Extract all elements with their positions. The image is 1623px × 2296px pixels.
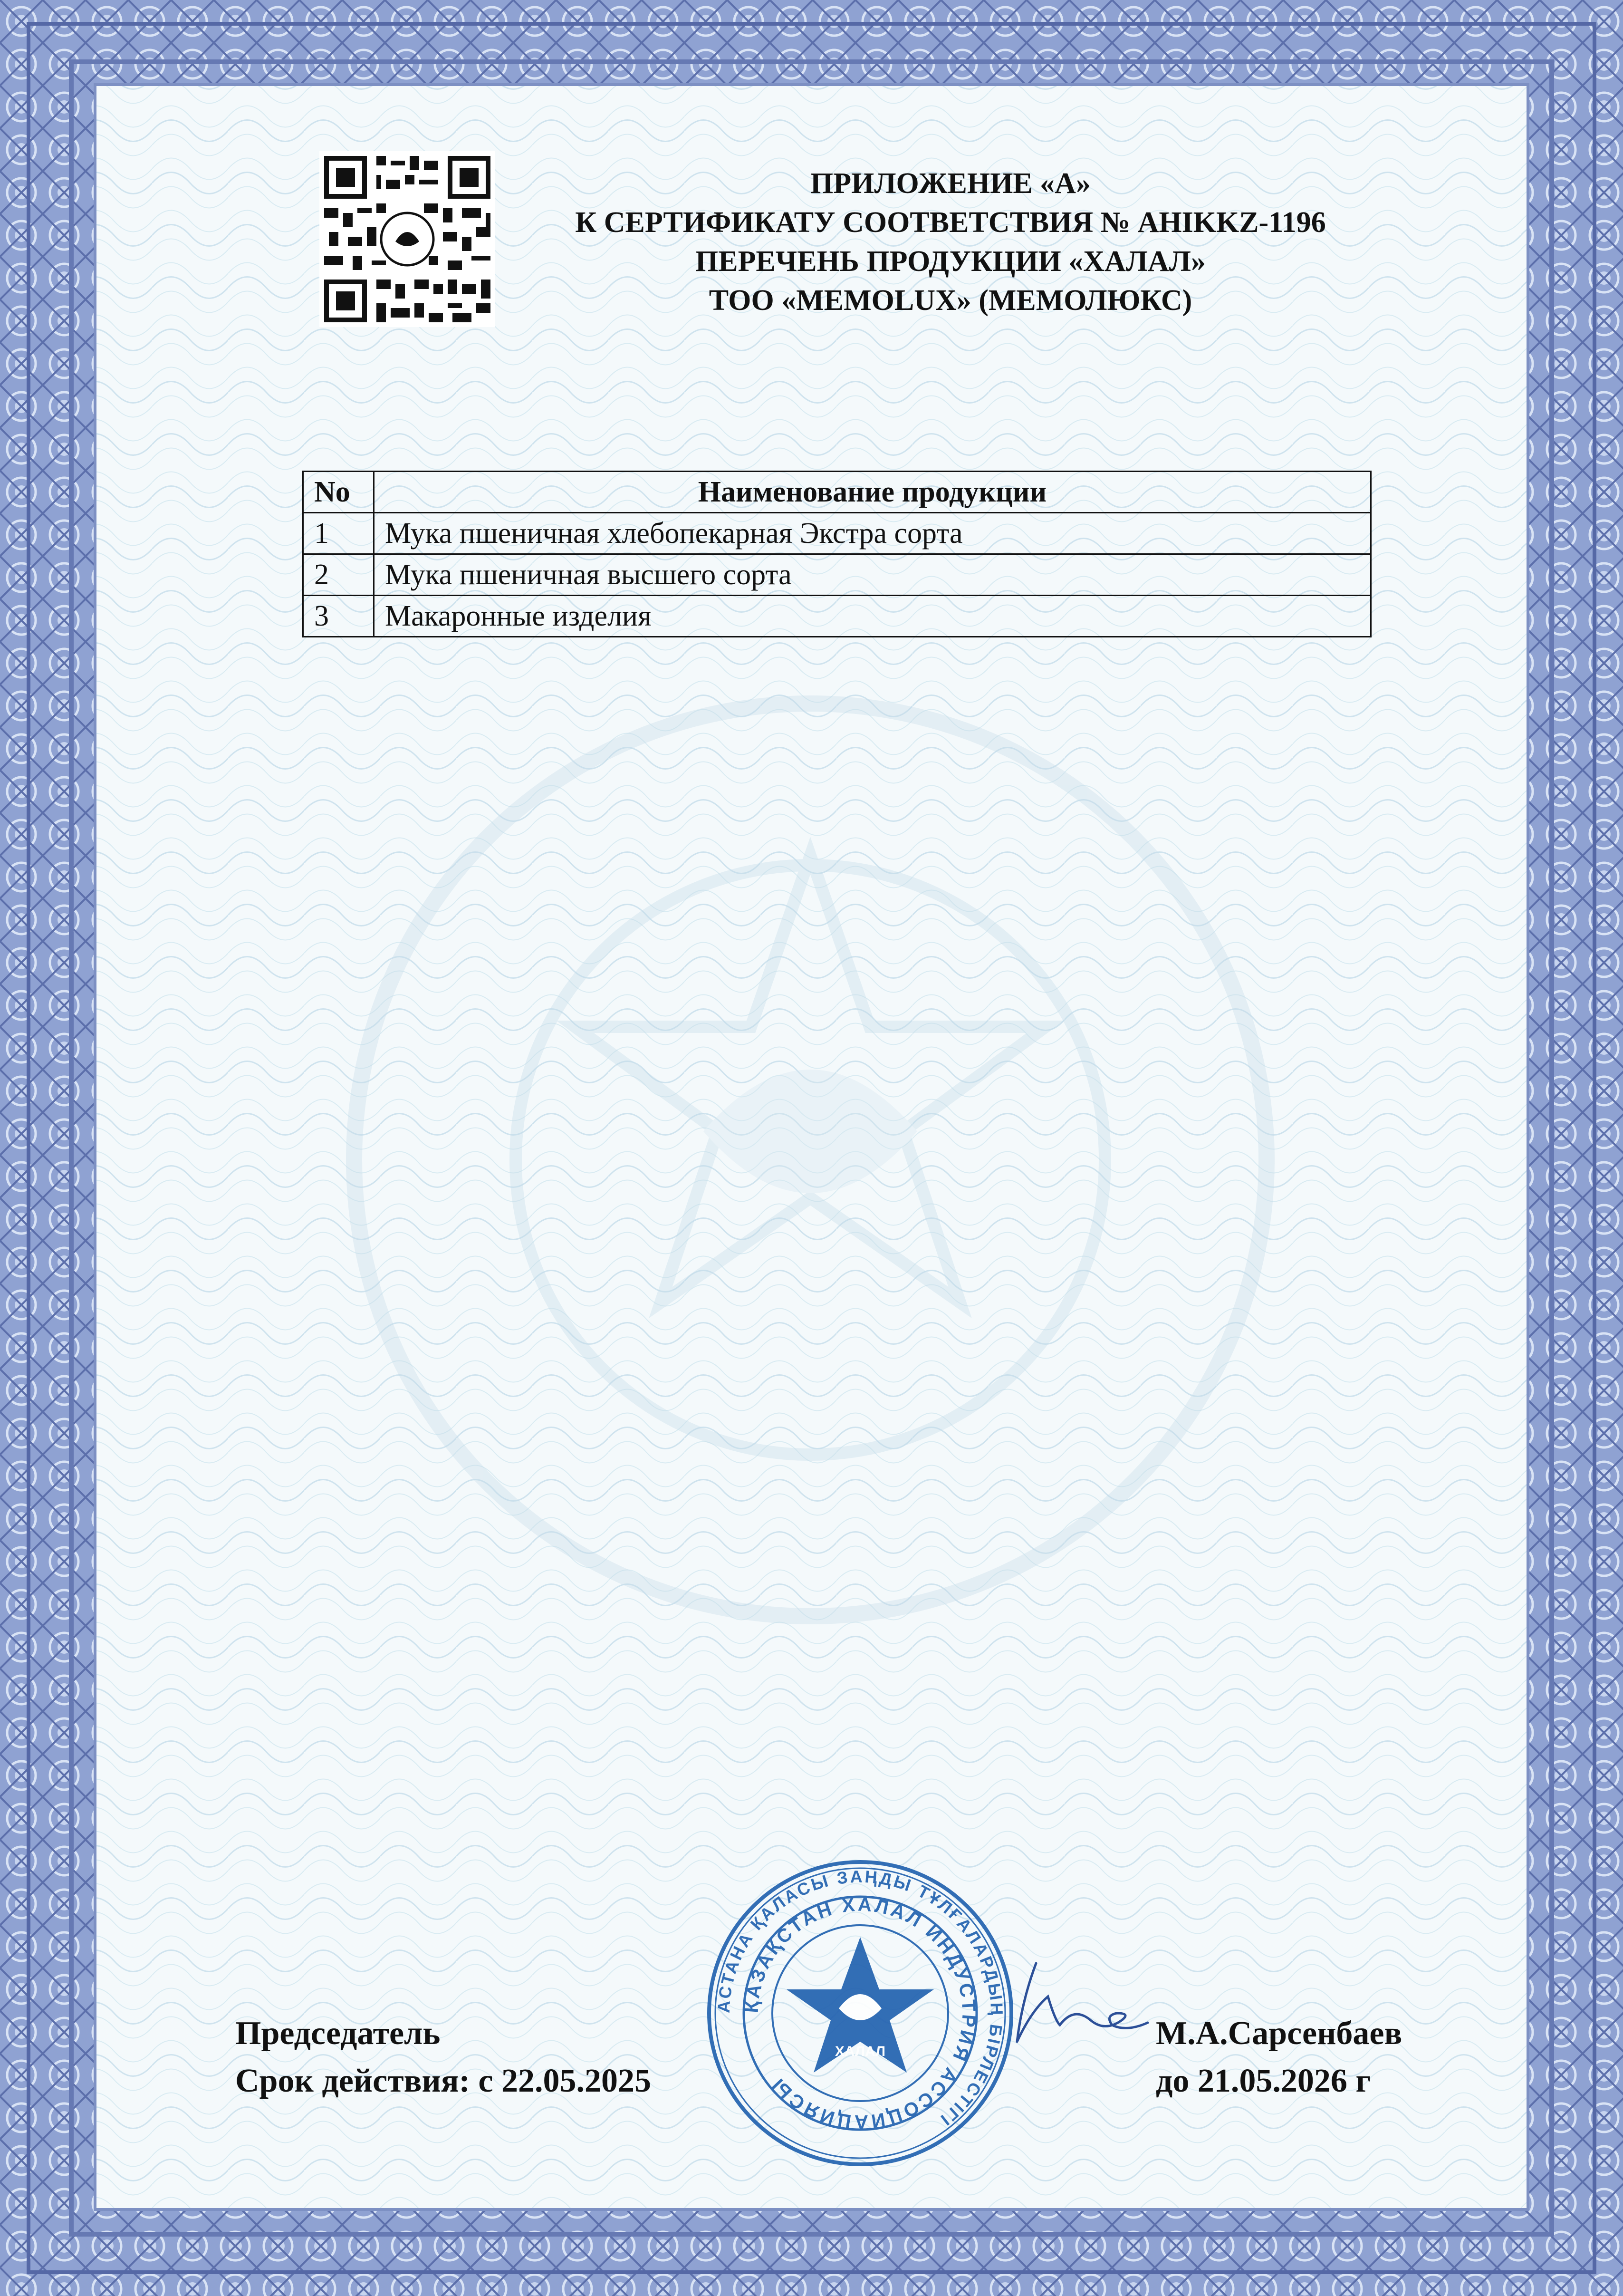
table-cell-no: 2: [303, 554, 374, 596]
header-line-company: ТОО «MEMOLUX» (МЕМОЛЮКС): [709, 284, 1192, 317]
footer-left: [235, 2010, 651, 2105]
products-table: [302, 471, 1372, 637]
header-line-certificate: К СЕРТИФИКАТУ СООТВЕТСТВИЯ № AHIKKZ-1196: [575, 206, 1326, 239]
official-stamp: [703, 1856, 1017, 2170]
table-cell-no: 3: [303, 596, 374, 637]
stamp-inner-text: ҚАЗАҚСТАН ХАЛАЛ ИНДУСТРИЯ АССОЦИАЦИЯСЫ: [741, 1894, 980, 2132]
stamp-outer-text: АСТАНА ҚАЛАСЫ ЗАҢДЫ ТҰЛҒАЛАРДЫҢ БІРЛЕСТІГІ: [713, 1866, 1007, 2131]
stamp-center-text: ХАЛАЛ: [835, 2044, 886, 2059]
validity-end: до 21.05.2026 г: [1156, 2063, 1371, 2099]
handwritten-signature: [1003, 1954, 1155, 2049]
column-header-no: No: [303, 472, 374, 513]
validity-start: Срок действия: с 22.05.2025: [235, 2063, 651, 2099]
table-cell-product-name: Мука пшеничная хлебопекарная Экстра сорта: [374, 513, 1371, 554]
table-row: [303, 596, 1371, 637]
header-line-appendix: ПРИЛОЖЕНИЕ «А»: [810, 167, 1091, 200]
table-row: [303, 513, 1371, 554]
signatory-role: Председатель: [235, 2015, 441, 2052]
qr-code-icon: [319, 151, 495, 327]
footer-right: [1156, 2010, 1402, 2105]
header-line-product-list: ПЕРЕЧЕНЬ ПРОДУКЦИИ «ХАЛАЛ»: [695, 245, 1206, 278]
table-cell-product-name: Макаронные изделия: [374, 596, 1371, 637]
signatory-name: М.А.Сарсенбаев: [1156, 2015, 1402, 2052]
table-cell-product-name: Мука пшеничная высшего сорта: [374, 554, 1371, 596]
document-header: [499, 164, 1402, 320]
column-header-product-name: Наименование продукции: [374, 472, 1371, 513]
table-cell-no: 1: [303, 513, 374, 554]
table-row: [303, 554, 1371, 596]
table-header-row: [303, 472, 1371, 513]
